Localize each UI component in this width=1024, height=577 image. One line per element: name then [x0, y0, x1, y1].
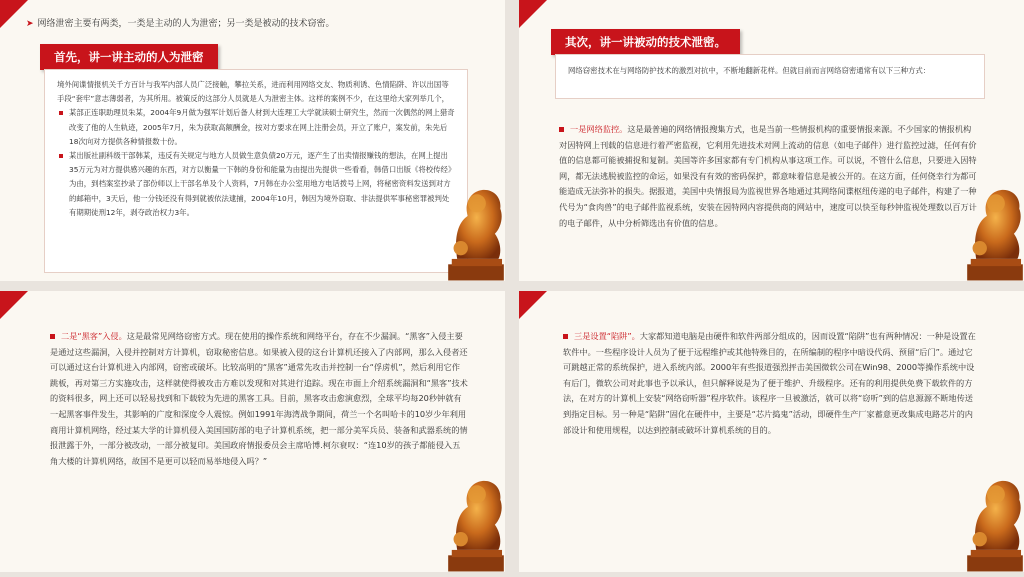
slide-4	[519, 291, 1024, 572]
method-heading: 一是网络监控。	[570, 124, 628, 134]
lion-statue-icon	[441, 177, 505, 281]
section-banner: 首先，讲一讲主动的人为泄密	[40, 44, 218, 70]
lion-statue-icon	[441, 468, 505, 572]
slide-3	[0, 291, 505, 572]
method-paragraph	[559, 122, 979, 231]
lion-statue-icon	[960, 177, 1024, 281]
method-paragraph	[50, 329, 468, 469]
case-bullet-1: 某部正连职助理员朱某，2004年9月做为强军计划后备人材到大连理工大学就读硕士研究生，然而一次偶然的网上猎奇改变了他的人生轨迹，2005年7月，朱为获取高额酬金，按对方要求在网上注册会员，开立了账户，案发前，朱先后18次向对方提供各种情报数十份。	[57, 106, 455, 149]
bullet-marker	[563, 334, 568, 339]
method-heading: 三是设置“陷阱”。	[574, 331, 640, 341]
intro-text: 网络泄密主要有两类，一类是主动的人为泄密；另一类是被动的技术窃密。	[37, 19, 335, 29]
method-heading: 二是“黑客”入侵。	[61, 331, 127, 341]
method-paragraph	[563, 329, 979, 438]
method-body: 这是最普遍的网络情报搜集方式，也是当前一些情报机构的重要情报来源。不少国家的情报机构对因特网上刊载的信息进行着严密监视，它利用先进技术对网上流动的信息（如电子邮件）进行监控过滤，任何有价值的信息都可能被捕捉和复制。美国等许多国家都有专门机构从事这项工作。可以说，不管什么信息，只要进入因特网，都无法逃脱被监控的命运，如果没有有效的密码保护，都意味着信息是被公开的。在这方面，任何侥幸行为都可能造成无法弥补的损失。据报道，美国中央情报局为监视世界各地通过其网络间谍枢纽传递的电子邮件，构建了一种代号为“食肉兽”的电子邮件监视系统，安装在因特网内容提供商的网站中，速度可以快至每秒钟监视处理数以百万计的电子邮件，从中分析筛选出有价值的信息。	[559, 124, 977, 228]
panel-text: 网络窃密技术在与网络防护技术的激烈对抗中，不断地翻新花样。但就目前而言网络窃密通常有以下三种方式：	[568, 66, 931, 75]
slide-2	[519, 0, 1024, 281]
section-banner: 其次，讲一讲被动的技术泄密。	[551, 29, 740, 55]
intro-line	[26, 16, 335, 29]
bullet-marker	[50, 334, 55, 339]
slide-1	[0, 0, 505, 281]
method-body: 这是最常见网络窃密方式。现在使用的操作系统和网络平台，存在不少漏洞。“黑客”入侵主要是通过这些漏洞，入侵并控制对方计算机，窃取秘密信息。如果被入侵的这台计算机还接入了内部网，那么入侵者还可以通过这台计算机进入内部网，窃密或破坏。比较高明的“黑客”通常先攻击并控制一台“俘虏机”，然后利用它作跳板，再对第三方实施攻击，这样就使得被攻击方难以发现和对其进行追踪。现在市面上介绍系统漏洞和“黑客”技术的资料很多，网上还可以轻易找到和下载较为先进的黑客工具。目前，黑客攻击愈演愈烈，全球平均每20秒钟就有一起黑客事件发生，其影响的广度和深度令人震惊。例如1991年海湾战争期间，荷兰一个名叫哈卡的10岁少年利用商用计算机网络，经过某大学的计算机侵入美国国防部的电子计算机系统，把一部分美军兵员、装备和武器系统的情报泄露于外，一部分被改动，一部分被复印。美国政府情报委员会主席哈博.柯尔衰叹：“连10岁的孩子都能侵入五角大楼的计算机网络，故国不是更可以轻而易举地侵入吗？”	[50, 331, 468, 466]
case-bullet-2: 某出版社副科级干部韩某，违反有关规定与地方人员做生意负债20万元，逐产生了出卖情报赚钱的想法，在网上提出35万元为对方提供感兴趣的东西，对方以衡量一下韩的身份和能量为由提出先提供一些看看，韩借口出版《将校传经》为由，到档案室抄录了部份师以上干部名单及个人资料，7月韩在办公室用地方电话拨号上网，将秘密资料发送到对方的邮箱中，3天后，他一分钱还没有得到就被依法逮捕，2004年10月，韩因为境外窃取、非法提供军事秘密罪被判处有期期徒刑12年，剥夺政治权力3年。	[57, 149, 455, 220]
bullet-marker	[559, 127, 564, 132]
method-body: 大家都知道电脑是由硬件和软件两部分组成的，因而设置“陷阱”也有两种情况：一种是设置在软件中。一些程序设计人员为了便于远程维护或其他特殊目的，在所编制的程序中暗设代码、预留“后门”。通过它可跳越正常的系统保护，进入系统内部。2000年有些报道强烈抨击美国微软公司在Win98、2000等操作系统中设有后门，微软公司对此事也予以承认，但只解释说是为了便于维护、升级程序。还有的利用提供免费下载软件的方法，在对方的计算机上安装“网络窃听器”程序软件。该程序一旦被激活，就可以将“窃听”到的信息源源不断地传送到指定目标。另一种是“陷阱”固化在硬件中，主要是“芯片捣鬼”活动，即硬件生产厂家蓄意更改集成电路芯片的内部设计和使用规程，以达到控制或破坏计算机系统的目的。	[563, 331, 976, 435]
corner-decoration	[519, 291, 547, 319]
intro-paragraph: 境外间谍情报机关千方百计与我军内部人员广泛接触，攀拉关系，进而利用网络交友、物质利诱、色情陷阱、许以出国等手段“套牢”意志薄弱者，为其所用。被策反的这部分人员就是人为泄密主体。这样的案例不少，在这里给大家列举几个，	[57, 80, 449, 104]
lion-statue-icon	[960, 468, 1024, 572]
content-panel	[555, 54, 985, 99]
corner-decoration	[0, 291, 28, 319]
content-panel	[44, 69, 468, 273]
corner-decoration	[519, 0, 547, 28]
corner-decoration	[0, 0, 28, 28]
arrow-icon: ➤	[26, 19, 34, 29]
